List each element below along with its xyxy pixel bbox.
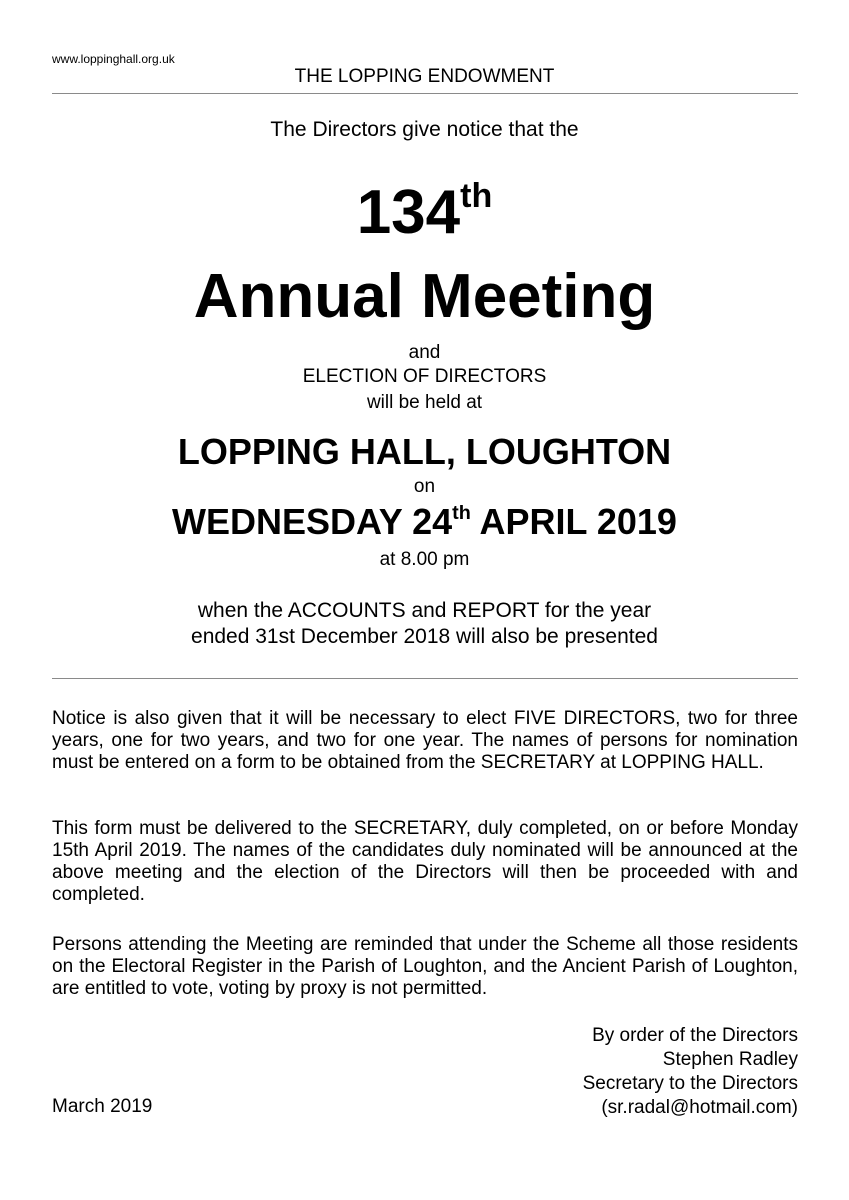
signoff-by-order: By order of the Directors [592,1025,798,1046]
signoff-email: (sr.radal@hotmail.com) [601,1097,798,1118]
meeting-title: Annual Meeting [193,262,656,331]
meeting-date [0,500,849,550]
signoff-role: Secretary to the Directors [582,1073,798,1094]
on-line: on [413,476,436,497]
paragraph-form-delivery: This form must be delivered to the SECRETARY, duly completed, on or before Monday 15th April 2019. The names of the candidates duly nominated will be announced at the above meeting and the election of the Directors will then be proceeded with and completed. [52,818,798,905]
date-weekday-day: WEDNESDAY 24 [172,501,453,542]
website-url: www.loppinghall.org.uk [52,52,175,66]
accounts-line-1: when the ACCOUNTS and REPORT for the year [197,599,652,622]
date-month-year: APRIL 2019 [470,501,677,542]
date-suffix: th [452,502,471,525]
organisation-title: THE LOPPING ENDOWMENT [294,66,555,87]
issue-date: March 2019 [52,1096,153,1117]
intro-line: The Directors give notice that the [270,118,579,141]
held-at-line: will be held at [366,392,483,413]
meeting-time: at 8.00 pm [379,549,470,570]
header-divider [52,93,798,94]
accounts-line-2: ended 31st December 2018 will also be presented [191,625,658,648]
election-line: ELECTION OF DIRECTORS [302,366,547,387]
ordinal-suffix: th [460,177,493,216]
venue: LOPPING HALL, LOUGHTON [177,431,672,472]
signoff-name: Stephen Radley [662,1049,798,1070]
signoff-block [583,1024,798,1120]
paragraph-voting: Persons attending the Meeting are reminded that under the Scheme all those residents on the Electoral Register in the Parish of Loughton, and the Ancient Parish of Loughton, are entitled to vote, voting by proxy is not permitted. [52,934,798,999]
meeting-ordinal [0,178,849,257]
paragraph-nomination: Notice is also given that it will be necessary to elect FIVE DIRECTORS, two for three years, one for two years, and two for one year. The names of persons for nomination must be entered on a form to be obtained from the SECRETARY at LOPPING HALL. [52,708,798,773]
ordinal-number: 134 [356,178,461,247]
body-divider [52,678,798,679]
and-line: and [408,342,441,363]
